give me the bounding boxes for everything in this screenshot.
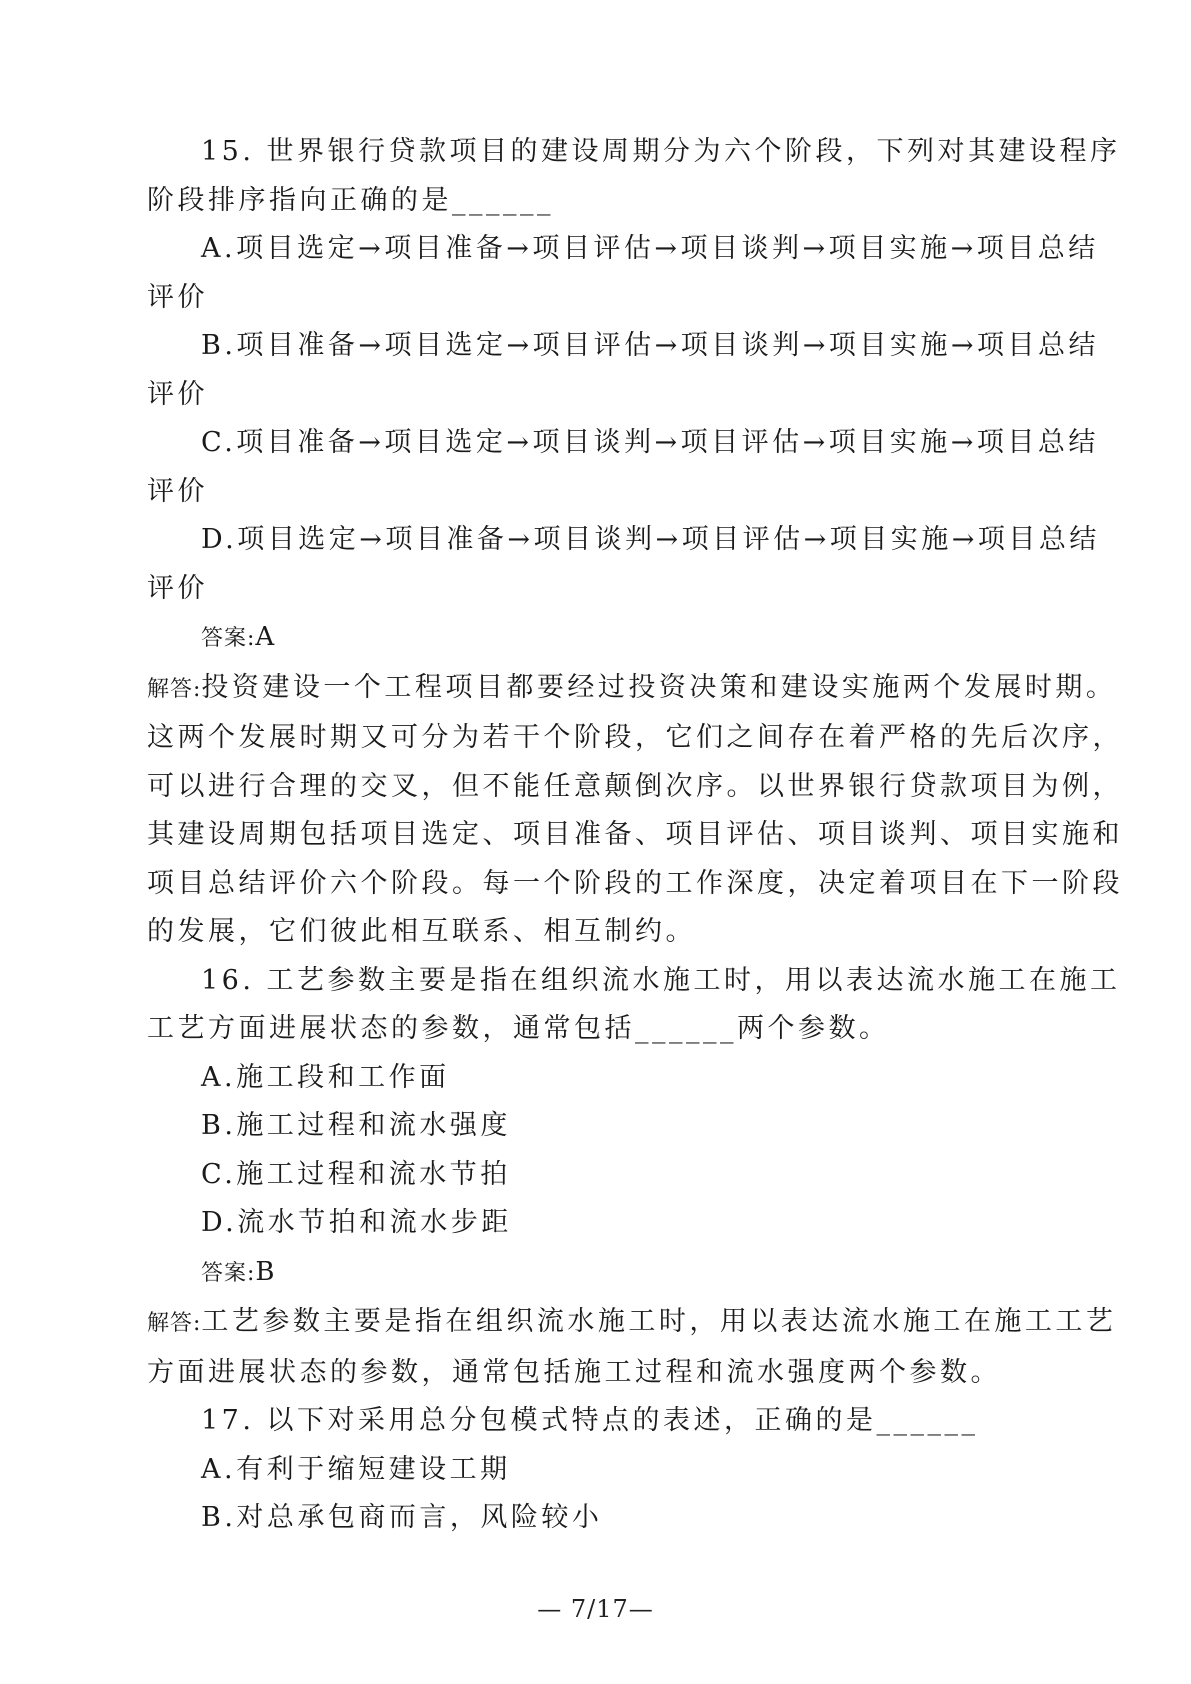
question-15-answer [147,613,1052,664]
option-line: A.项目选定→项目准备→项目评估→项目谈判→项目实施→项目总结 [201,233,1099,264]
option-line: 评价 [147,572,208,604]
question-16-option-b: B.施工过程和流水强度 [201,1110,511,1141]
question-15 [147,128,1123,957]
explanation-text: 投资建设一个工程项目都要经过投资决策和建设实施两个发展时期。 [201,671,1117,703]
explanation-line: 可以进行合理的交叉，但不能任意颠倒次序。以世界银行贷款项目为例， [147,770,1123,802]
question-16-option-d: D.流水节拍和流水步距 [201,1207,512,1238]
question-15-stem-line-2: 阶段排序指向正确的是______ [147,184,554,216]
answer-value: B [255,1256,279,1287]
question-16-option-a: A.施工段和工作面 [201,1061,450,1093]
option-line: B.项目准备→项目选定→项目评估→项目谈判→项目实施→项目总结 [201,330,1100,361]
question-16 [147,957,1121,1398]
answer-label: 答案: [201,626,256,651]
question-17 [147,1397,1052,1543]
question-16-explanation [147,1298,1117,1397]
option-line: 评价 [147,281,208,313]
explanation-line: 这两个发展时期又可分为若干个阶段，它们之间存在着严格的先后次序， [147,722,1123,753]
question-15-option-c [147,419,1099,516]
question-16-option-c: C.施工过程和流水节拍 [201,1158,511,1190]
question-17-stem-line-1: 17. 以下对采用总分包模式特点的表述，正确的是______ [201,1405,979,1436]
explanation-line: 方面进展状态的参数，通常包括施工过程和流水强度两个参数。 [147,1356,1001,1388]
explanation-line: 其建设周期包括项目选定、项目准备、项目评估、项目谈判、项目实施和 [147,819,1123,850]
explanation-text: 工艺参数主要是指在组织流水施工时，用以表达流水施工在施工工艺 [201,1306,1117,1337]
question-15-option-a [147,225,1099,322]
option-line: 评价 [147,475,208,507]
question-16-stem-line-2: 工艺方面进展状态的参数，通常包括______两个参数。 [147,1013,890,1044]
explanation-line [147,664,1117,715]
page-number: — 7/17— [537,1595,654,1623]
explanation-line: 的发展，它们彼此相互联系、相互制约。 [147,916,696,947]
option-line: 评价 [147,378,208,410]
option-line: C.项目准备→项目选定→项目谈判→项目评估→项目实施→项目总结 [201,427,1099,458]
question-15-explanation [147,664,1123,957]
question-15-option-d [147,516,1100,613]
explanation-line: 项目总结评价六个阶段。每一个阶段的工作深度，决定着项目在下一阶段 [147,867,1123,899]
question-16-stem-line-1: 16. 工艺参数主要是指在组织流水施工时，用以表达流水施工在施工 [201,964,1121,996]
document-page [147,128,1123,1543]
question-16-answer [147,1248,1052,1299]
option-line: D.项目选定→项目准备→项目谈判→项目评估→项目实施→项目总结 [201,524,1100,555]
explanation-line [147,1298,1117,1349]
explanation-label: 解答: [147,676,202,702]
question-17-option-b: B.对总承包商而言，风险较小 [201,1502,603,1533]
explanation-label: 解答: [147,1311,202,1336]
question-17-option-a: A.有利于缩短建设工期 [201,1453,511,1485]
answer-value: A [255,622,278,652]
question-15-option-b [147,322,1100,419]
answer-label: 答案: [201,1260,256,1286]
question-15-stem-line-1: 15. 世界银行贷款项目的建设周期分为六个阶段，下列对其建设程序 [201,136,1121,167]
